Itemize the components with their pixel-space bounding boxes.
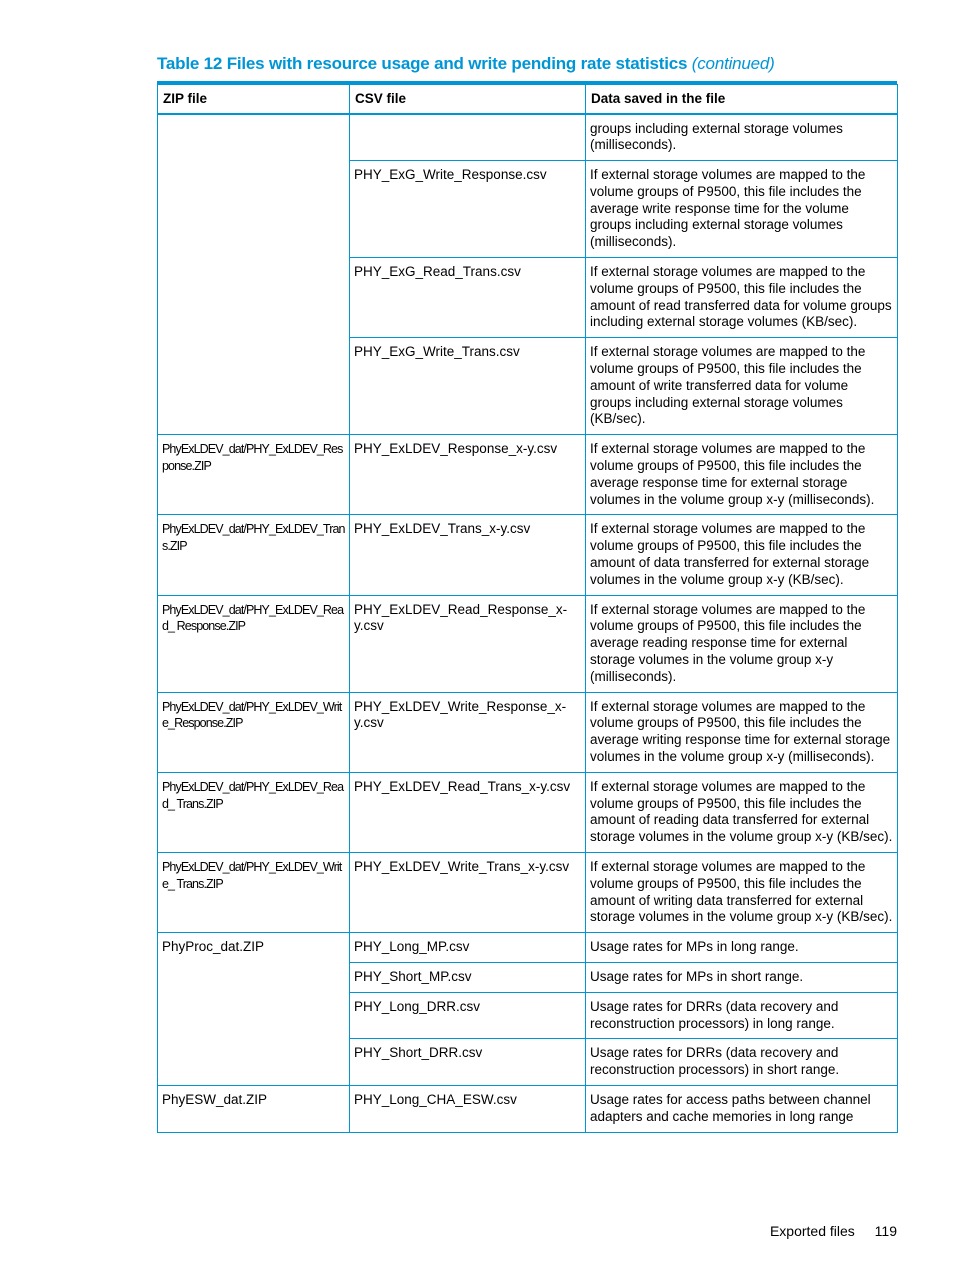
table-header-row bbox=[158, 85, 898, 114]
csv-cell: PHY_ExLDEV_Read_Trans_x-y.csv bbox=[350, 772, 586, 852]
desc-cell: Usage rates for MPs in short range. bbox=[586, 962, 898, 992]
zip-cell: PhyExLDEV_dat/PHY_ExLDEV_Read_ Response.ZIP bbox=[158, 595, 350, 692]
csv-cell: PHY_ExLDEV_Response_x-y.csv bbox=[350, 435, 586, 515]
zip-cell: PhyExLDEV_dat/PHY_ExLDEV_Write_Response.ZIP bbox=[158, 692, 350, 772]
page-number: 119 bbox=[874, 1223, 897, 1239]
desc-cell: If external storage volumes are mapped to the volume groups of P9500, this file includes the amount of data transferred for external storage volumes in the volume group x-y (KB/sec). bbox=[586, 515, 898, 595]
desc-cell: If external storage volumes are mapped to the volume groups of P9500, this file includes the average write response time for the volume groups including external storage volumes (milliseconds). bbox=[586, 161, 898, 258]
zip-cell bbox=[158, 114, 350, 435]
csv-cell: PHY_ExG_Write_Response.csv bbox=[350, 161, 586, 258]
zip-cell: PhyExLDEV_dat/PHY_ExLDEV_Write_ Trans.ZIP bbox=[158, 852, 350, 932]
table-row bbox=[158, 852, 898, 932]
csv-cell bbox=[350, 114, 586, 161]
zip-cell: PhyExLDEV_dat/PHY_ExLDEV_Read_ Trans.ZIP bbox=[158, 772, 350, 852]
header-data-saved: Data saved in the file bbox=[586, 85, 898, 114]
csv-cell: PHY_Long_MP.csv bbox=[350, 933, 586, 963]
csv-cell: PHY_Short_DRR.csv bbox=[350, 1039, 586, 1086]
desc-cell: Usage rates for access paths between channel adapters and cache memories in long range bbox=[586, 1085, 898, 1132]
desc-cell: If external storage volumes are mapped to the volume groups of P9500, this file includes the average reading response time for external storage volumes in the volume group x-y (milliseconds). bbox=[586, 595, 898, 692]
csv-cell: PHY_Short_MP.csv bbox=[350, 962, 586, 992]
table-row bbox=[158, 933, 898, 963]
table-caption bbox=[157, 54, 775, 74]
desc-cell: groups including external storage volumes (milliseconds). bbox=[586, 114, 898, 161]
csv-cell: PHY_Long_DRR.csv bbox=[350, 992, 586, 1039]
table-row bbox=[158, 435, 898, 515]
csv-cell: PHY_ExG_Write_Trans.csv bbox=[350, 338, 586, 435]
csv-cell: PHY_Long_CHA_ESW.csv bbox=[350, 1085, 586, 1132]
desc-cell: Usage rates for MPs in long range. bbox=[586, 933, 898, 963]
csv-cell: PHY_ExLDEV_Write_Trans_x-y.csv bbox=[350, 852, 586, 932]
table-row bbox=[158, 1085, 898, 1132]
zip-cell: PhyExLDEV_dat/PHY_ExLDEV_Response.ZIP bbox=[158, 435, 350, 515]
desc-cell: Usage rates for DRRs (data recovery and reconstruction processors) in long range. bbox=[586, 992, 898, 1039]
zip-cell: PhyESW_dat.ZIP bbox=[158, 1085, 350, 1132]
page-footer bbox=[770, 1223, 897, 1239]
table-row bbox=[158, 595, 898, 692]
csv-cell: PHY_ExG_Read_Trans.csv bbox=[350, 258, 586, 338]
desc-cell: If external storage volumes are mapped to the volume groups of P9500, this file includes the average response time for external storage volumes in the volume group x-y (milliseconds). bbox=[586, 435, 898, 515]
footer-section: Exported files bbox=[769, 1223, 855, 1239]
desc-cell: If external storage volumes are mapped to the volume groups of P9500, this file includes the amount of read transferred data for volume groups including external storage volumes (KB/sec). bbox=[586, 258, 898, 338]
table-row bbox=[158, 692, 898, 772]
zip-cell: PhyProc_dat.ZIP bbox=[158, 933, 350, 1086]
table-row bbox=[158, 772, 898, 852]
desc-cell: If external storage volumes are mapped to the volume groups of P9500, this file includes the average writing response time for external storage volumes in the volume group x-y (milliseconds). bbox=[586, 692, 898, 772]
header-zip-file: ZIP file bbox=[158, 85, 350, 114]
table-row bbox=[158, 114, 898, 161]
files-table bbox=[157, 84, 898, 1133]
zip-cell: PhyExLDEV_dat/PHY_ExLDEV_Trans.ZIP bbox=[158, 515, 350, 595]
desc-cell: If external storage volumes are mapped to the volume groups of P9500, this file includes the amount of writing data transferred for external storage volumes in the volume group x-y (KB/sec). bbox=[586, 852, 898, 932]
desc-cell: If external storage volumes are mapped to the volume groups of P9500, this file includes the amount of write transferred data for volume groups including external storage volumes (KB/sec). bbox=[586, 338, 898, 435]
csv-cell: PHY_ExLDEV_Read_Response_x-y.csv bbox=[350, 595, 586, 692]
caption-continued: (continued) bbox=[691, 54, 775, 73]
csv-cell: PHY_ExLDEV_Write_Response_x-y.csv bbox=[350, 692, 586, 772]
csv-cell: PHY_ExLDEV_Trans_x-y.csv bbox=[350, 515, 586, 595]
header-csv-file: CSV file bbox=[350, 85, 586, 114]
desc-cell: Usage rates for DRRs (data recovery and reconstruction processors) in short range. bbox=[586, 1039, 898, 1086]
desc-cell: If external storage volumes are mapped to the volume groups of P9500, this file includes the amount of reading data transferred for external storage volumes in the volume group x-y (KB/sec). bbox=[586, 772, 898, 852]
caption-label: Table 12 Files with resource usage and write pending rate statistics bbox=[157, 54, 688, 73]
table-row bbox=[158, 515, 898, 595]
